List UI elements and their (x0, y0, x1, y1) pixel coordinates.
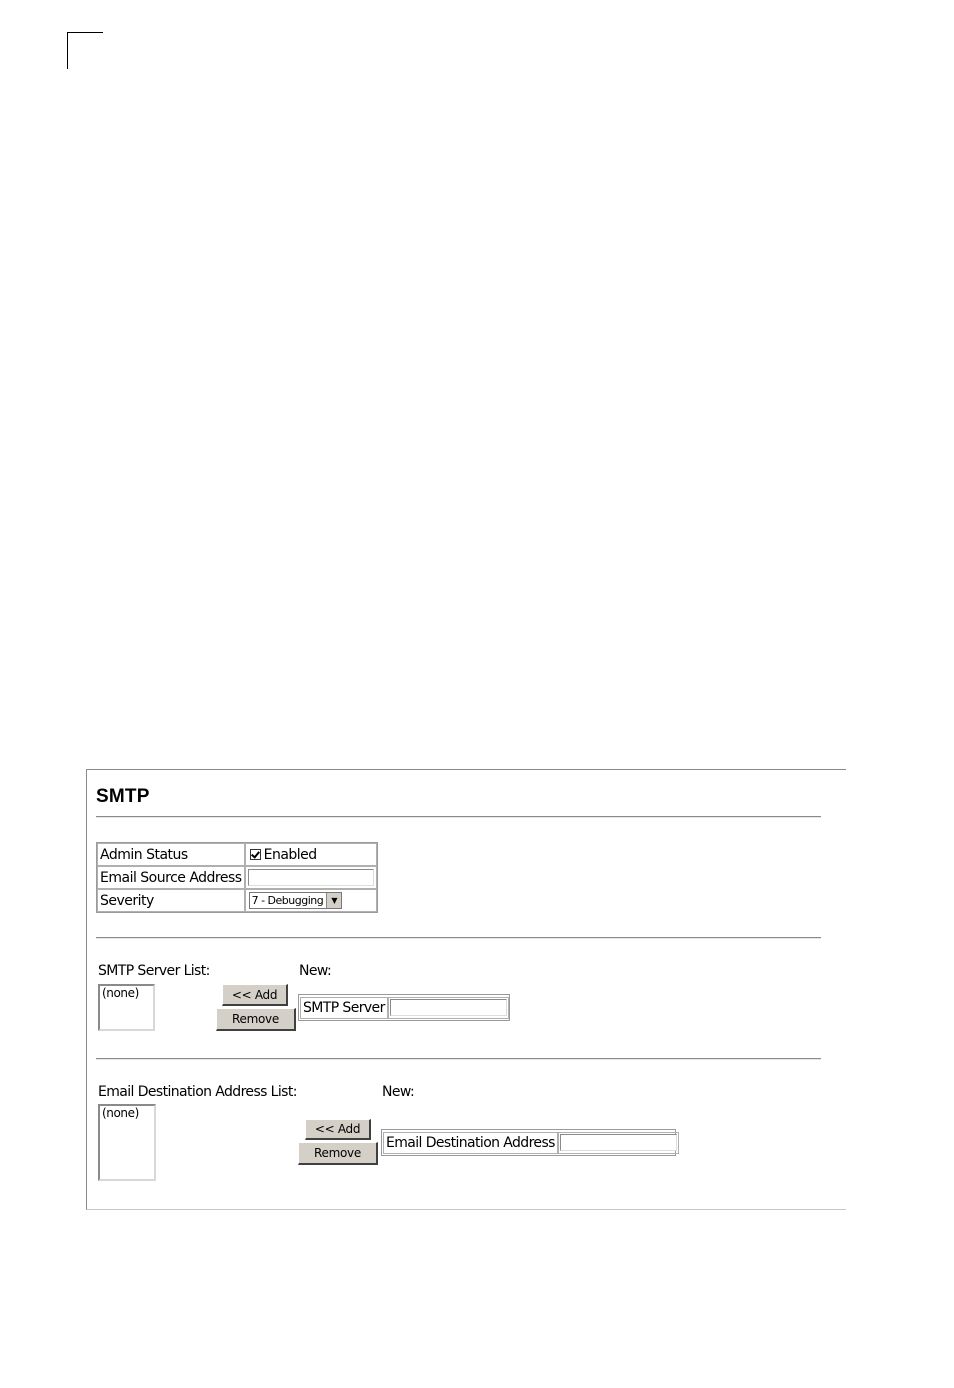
page-title: SMTP (96, 786, 150, 807)
email-source-cell (245, 866, 377, 889)
smtp-server-input-cell (388, 997, 509, 1019)
smtp-server-new-table (298, 994, 510, 1021)
admin-status-checkbox[interactable] (250, 849, 261, 860)
smtp-server-add-button[interactable]: << Add (222, 984, 288, 1006)
email-source-row (97, 866, 377, 889)
severity-row (97, 889, 377, 912)
chevron-down-icon[interactable]: ▼ (326, 893, 341, 908)
email-destination-list-label: Email Destination Address List: (98, 1084, 297, 1100)
list-item[interactable]: (none) (102, 1106, 139, 1120)
admin-status-row (97, 843, 377, 866)
smtp-server-input[interactable] (390, 999, 507, 1016)
section-divider-1 (96, 937, 821, 939)
email-destination-remove-button[interactable]: Remove (298, 1142, 378, 1165)
email-destination-add-button[interactable]: << Add (305, 1119, 371, 1140)
admin-status-value: Enabled (263, 846, 317, 863)
severity-cell (245, 889, 377, 912)
title-divider (96, 816, 821, 818)
list-item[interactable]: (none) (102, 986, 139, 1000)
email-destination-input[interactable] (560, 1134, 677, 1151)
email-destination-listbox[interactable] (98, 1104, 156, 1181)
email-source-label: Email Source Address (97, 866, 245, 889)
severity-value: 7 - Debugging (251, 894, 324, 907)
severity-select[interactable] (249, 892, 343, 909)
email-source-input[interactable] (248, 869, 374, 886)
smtp-server-new-label: New: (299, 963, 332, 979)
smtp-server-listbox[interactable] (98, 984, 155, 1031)
email-destination-new-table (381, 1129, 676, 1156)
page-corner-mark-horizontal (67, 32, 103, 33)
smtp-server-remove-button[interactable]: Remove (216, 1008, 296, 1031)
page-corner-mark-vertical (67, 32, 68, 69)
email-destination-field-label: Email Destination Address (383, 1132, 558, 1154)
admin-status-cell (245, 843, 377, 866)
severity-label: Severity (97, 889, 245, 912)
smtp-server-list-label: SMTP Server List: (98, 963, 210, 979)
email-destination-input-cell (558, 1132, 679, 1154)
email-destination-new-label: New: (382, 1084, 415, 1100)
admin-status-label: Admin Status (97, 843, 245, 866)
section-divider-2 (96, 1058, 821, 1060)
smtp-settings-table (96, 842, 378, 913)
smtp-server-field-label: SMTP Server (300, 997, 388, 1019)
